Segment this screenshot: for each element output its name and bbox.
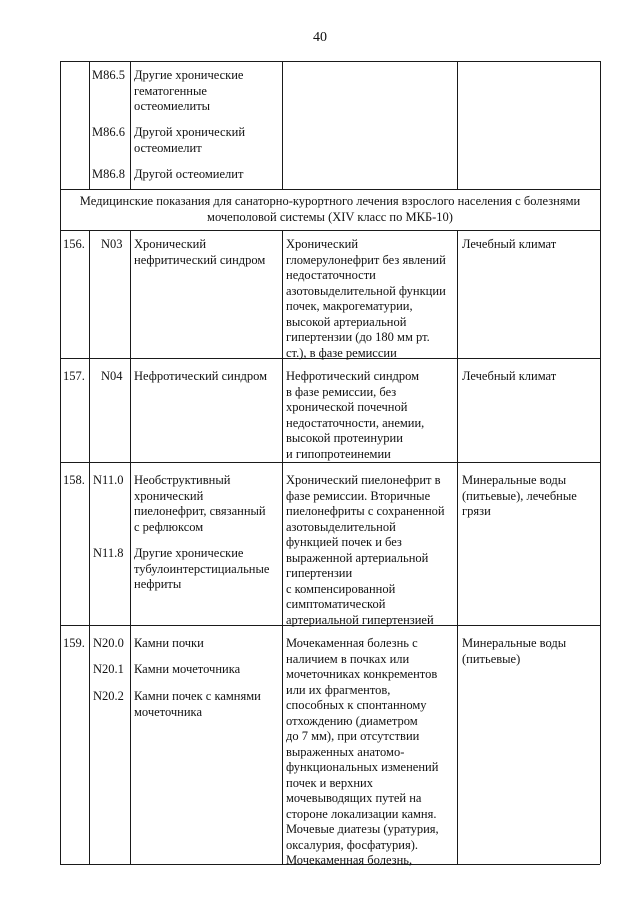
diagnosis-name: Камни мочеточника bbox=[134, 662, 241, 676]
treatment-method: Лечебный климат bbox=[462, 369, 557, 383]
table-rule bbox=[60, 189, 600, 190]
diagnosis-name: Другой хронический остеомиелит bbox=[134, 125, 246, 155]
disease-form: Нефротический синдром в фазе ремиссии, без хронической почечной недостаточности, анемии, высокой протеинурии и гипопротеинемии bbox=[286, 369, 425, 461]
table-rule bbox=[60, 230, 600, 231]
disease-form: Хронический гломерулонефрит без явлений недостаточности азотовыделительной функции почек, макрогематурии, высокой артериальной гипертензии (до 180 мм рт. ст.), в фазе ремиссии bbox=[286, 237, 446, 360]
page-number: 40 bbox=[313, 30, 327, 45]
icd-code: N20.0 bbox=[93, 636, 124, 650]
icd-code: N04 bbox=[101, 369, 123, 383]
table-rule bbox=[89, 61, 90, 189]
table-rule bbox=[130, 61, 131, 189]
icd-code: N11.8 bbox=[93, 546, 124, 560]
treatment-method: Минеральные воды (питьевые), лечебные грязи bbox=[462, 473, 577, 518]
table-rule bbox=[130, 230, 131, 864]
disease-form: Мочекаменная болезнь с наличием в почках или мочеточниках конкрементов или их фрагментов, способных к спонтанному отхождению (диаметром до 7 мм), при отсутствии выраженных анатомо- функциональных изменений почек и верхних мочевыводящих путей на стороне локализации камня. Мочевые диатезы (уратурия, оксалурия, фосфатурия). Мочекаменная болезнь, bbox=[286, 636, 439, 867]
table-rule bbox=[600, 61, 601, 864]
diagnosis-name: Необструктивный хронический пиелонефрит, связанный с рефлюксом bbox=[134, 473, 266, 534]
disease-form: Хронический пиелонефрит в фазе ремиссии. Вторичные пиелонефриты с сохраненной азотовыделительной функцией почек и без выраженной артериальной гипертензии с компенсированной симптоматической артериальной гипертензией bbox=[286, 473, 445, 627]
table-rule bbox=[60, 462, 600, 463]
row-number: 156. bbox=[63, 237, 85, 251]
table-rule bbox=[457, 61, 458, 189]
table-rule bbox=[89, 230, 90, 864]
row-number: 157. bbox=[63, 369, 85, 383]
table-rule bbox=[60, 61, 61, 864]
diagnosis-name: Другие хронические гематогенные остеомиелиты bbox=[134, 68, 244, 113]
icd-code: M86.8 bbox=[92, 167, 125, 181]
icd-code: N20.2 bbox=[93, 689, 124, 703]
treatment-method: Минеральные воды (питьевые) bbox=[462, 636, 567, 666]
diagnosis-name: Камни почки bbox=[134, 636, 204, 650]
diagnosis-name: Нефротический синдром bbox=[134, 369, 268, 383]
icd-code: N20.1 bbox=[93, 662, 124, 676]
table-rule bbox=[282, 230, 283, 864]
diagnosis-name: Другие хронические тубулоинтерстициальные нефриты bbox=[134, 546, 270, 591]
section-heading: Медицинские показания для санаторно-курортного лечения взрослого населения с болезнями мочеполовой системы (XIV класс по МКБ-10) bbox=[79, 194, 581, 224]
icd-code: M86.5 bbox=[92, 68, 125, 82]
icd-code: N03 bbox=[101, 237, 123, 251]
row-number: 159. bbox=[63, 636, 85, 650]
treatment-method: Лечебный климат bbox=[462, 237, 557, 251]
icd-code: M86.6 bbox=[92, 125, 125, 139]
diagnosis-name: Хронический нефритический синдром bbox=[134, 237, 266, 267]
table-rule bbox=[282, 61, 283, 189]
row-number: 158. bbox=[63, 473, 85, 487]
table-rule bbox=[457, 230, 458, 864]
diagnosis-name: Другой остеомиелит bbox=[134, 167, 244, 181]
diagnosis-name: Камни почек с камнями мочеточника bbox=[134, 689, 261, 719]
icd-code: N11.0 bbox=[93, 473, 124, 487]
table-rule bbox=[60, 61, 600, 62]
